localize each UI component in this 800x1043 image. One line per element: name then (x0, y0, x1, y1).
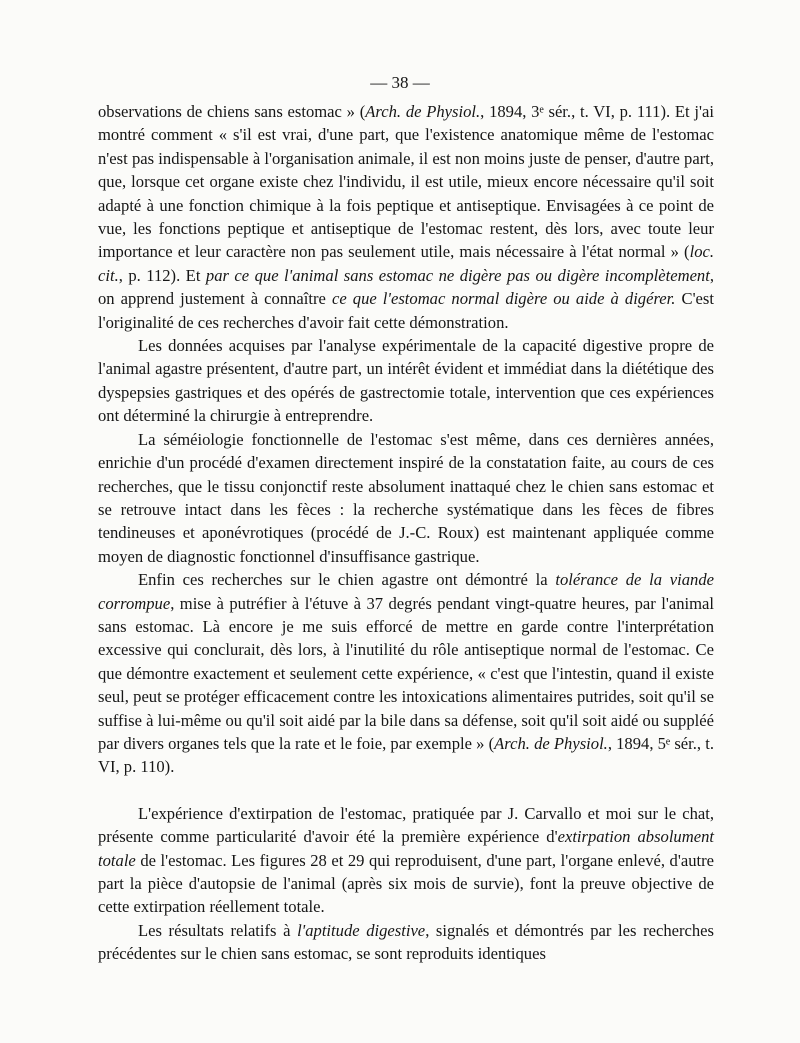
italic-text: tolérance de la viande corrompue (98, 570, 714, 613)
italic-text: loc. cit. (98, 242, 714, 285)
paragraph (98, 802, 714, 919)
text-run: , signalés et démontrés par les recherches précédentes sur le chien sans estomac, se sont reproduits identiques (98, 920, 714, 964)
paragraph (98, 428, 714, 568)
text-run: observations de chiens sans estomac » ( (98, 102, 366, 121)
text-run: L'expérience d'extirpation de l'estomac, pratiquée par J. Carvallo et moi sur le chat, présente comme particularité d'avoir été la première expérience d' (98, 803, 714, 847)
paragraph (98, 919, 714, 966)
italic-text: Arch. de Physiol. (365, 102, 481, 121)
text-run: Enfin ces recherches sur le chien agastre ont démontré la (138, 570, 556, 590)
italic-text: extirpation absolument totale (98, 827, 714, 870)
text-run: C'est l'originalité de ces recherches d'avoir fait cette démonstration. (98, 289, 714, 332)
text-run: , p. 112). Et (118, 265, 206, 285)
text-run: Les résultats relatifs à (138, 920, 298, 940)
text-run: , on apprend justement à connaître (98, 265, 714, 309)
text-run: , mise à putréfier à l'étuve à 37 degrés pendant vingt-quatre heures, par l'animal sans estomac. Là encore je me suis efforcé de mettre en garde contre l'interprétation excessive qui conclurait, dès lors, à l'inutilité du rôle antiseptique normal de l'estomac. Ce que démontre exactement et seulement cette expérience, « c'est que l'intestin, quand il existe seul, peut se protéger efficacement contre les intoxications alimentaires putrides, soit qu'il se suffise à lui-même ou qu'il soit aidé par la bile dans sa défense, soit qu'il soit aidé ou suppléé par divers organes tels que la rate et le foie, par exemple » ( (98, 593, 714, 753)
italic-text: par ce que l'animal sans estomac ne digère pas ou digère incomplètement (205, 265, 710, 285)
italic-text: Arch. de Physiol. (494, 733, 608, 753)
italic-text: l'aptitude digestive (297, 920, 426, 940)
text-run: , 1894, 3ᵉ sér., t. VI, p. 111). Et j'ai montré comment « s'il est vrai, d'une part, que l'existence anatomique même de l'estomac n'est pas indispensable à l'organisation animale, il est non moins juste de penser, d'autre part, que, lorsque cet organe existe chez l'individu, il est utile, mieux encore nécessaire qu'il soit adapté à une fonction chimique à la fois peptique et antiseptique. Envisagées à ce point de vue, les fonctions peptique et antiseptique de l'estomac restent, dès lors, avec toute leur importance et leur caractère non pas seulement utile, mais nécessaire à l'état normal » ( (98, 102, 714, 262)
page-number: — 38 — (370, 73, 430, 92)
italic-text: ce que l'estomac normal digère ou aide à digérer. (331, 289, 676, 309)
body-text (98, 100, 714, 966)
paragraph (98, 568, 714, 779)
text-run: La séméiologie fonctionnelle de l'estomac s'est même, dans ces dernières années, enrichie d'un procédé d'examen directement inspiré de la constatation faite, au cours de ces recherches, que le tissu conjonctif reste absolument inattaqué chez le chien sans estomac et se retrouve intact dans les fèces : la recherche systématique dans les fèces de fibres tendineuses et aponévrotiques (procédé de J.-C. Roux) est maintenant appliquée comme moyen de diagnostic fonctionnel d'insuffisance gastrique. (98, 429, 714, 566)
text-run: , 1894, 5ᵉ sér., t. VI, p. 110). (98, 733, 715, 777)
text-run: Les données acquises par l'analyse expérimentale de la capacité digestive propre de l'animal agastre présentent, d'autre part, un intérêt évident et immédiat dans la diététique des dyspepsies gastriques et des opérés de gastrectomie totale, intervention que ces expériences ont déterminé la chirurgie à entreprendre. (98, 336, 714, 426)
text-run: de l'estomac. Les figures 28 et 29 qui reproduisent, d'une part, l'organe enlevé, d'autre part la pièce d'autopsie de l'animal (après six mois de survie), font la preuve objective de cette extirpation réellement totale. (98, 850, 714, 917)
paragraph (98, 334, 714, 428)
paragraph (98, 100, 714, 334)
